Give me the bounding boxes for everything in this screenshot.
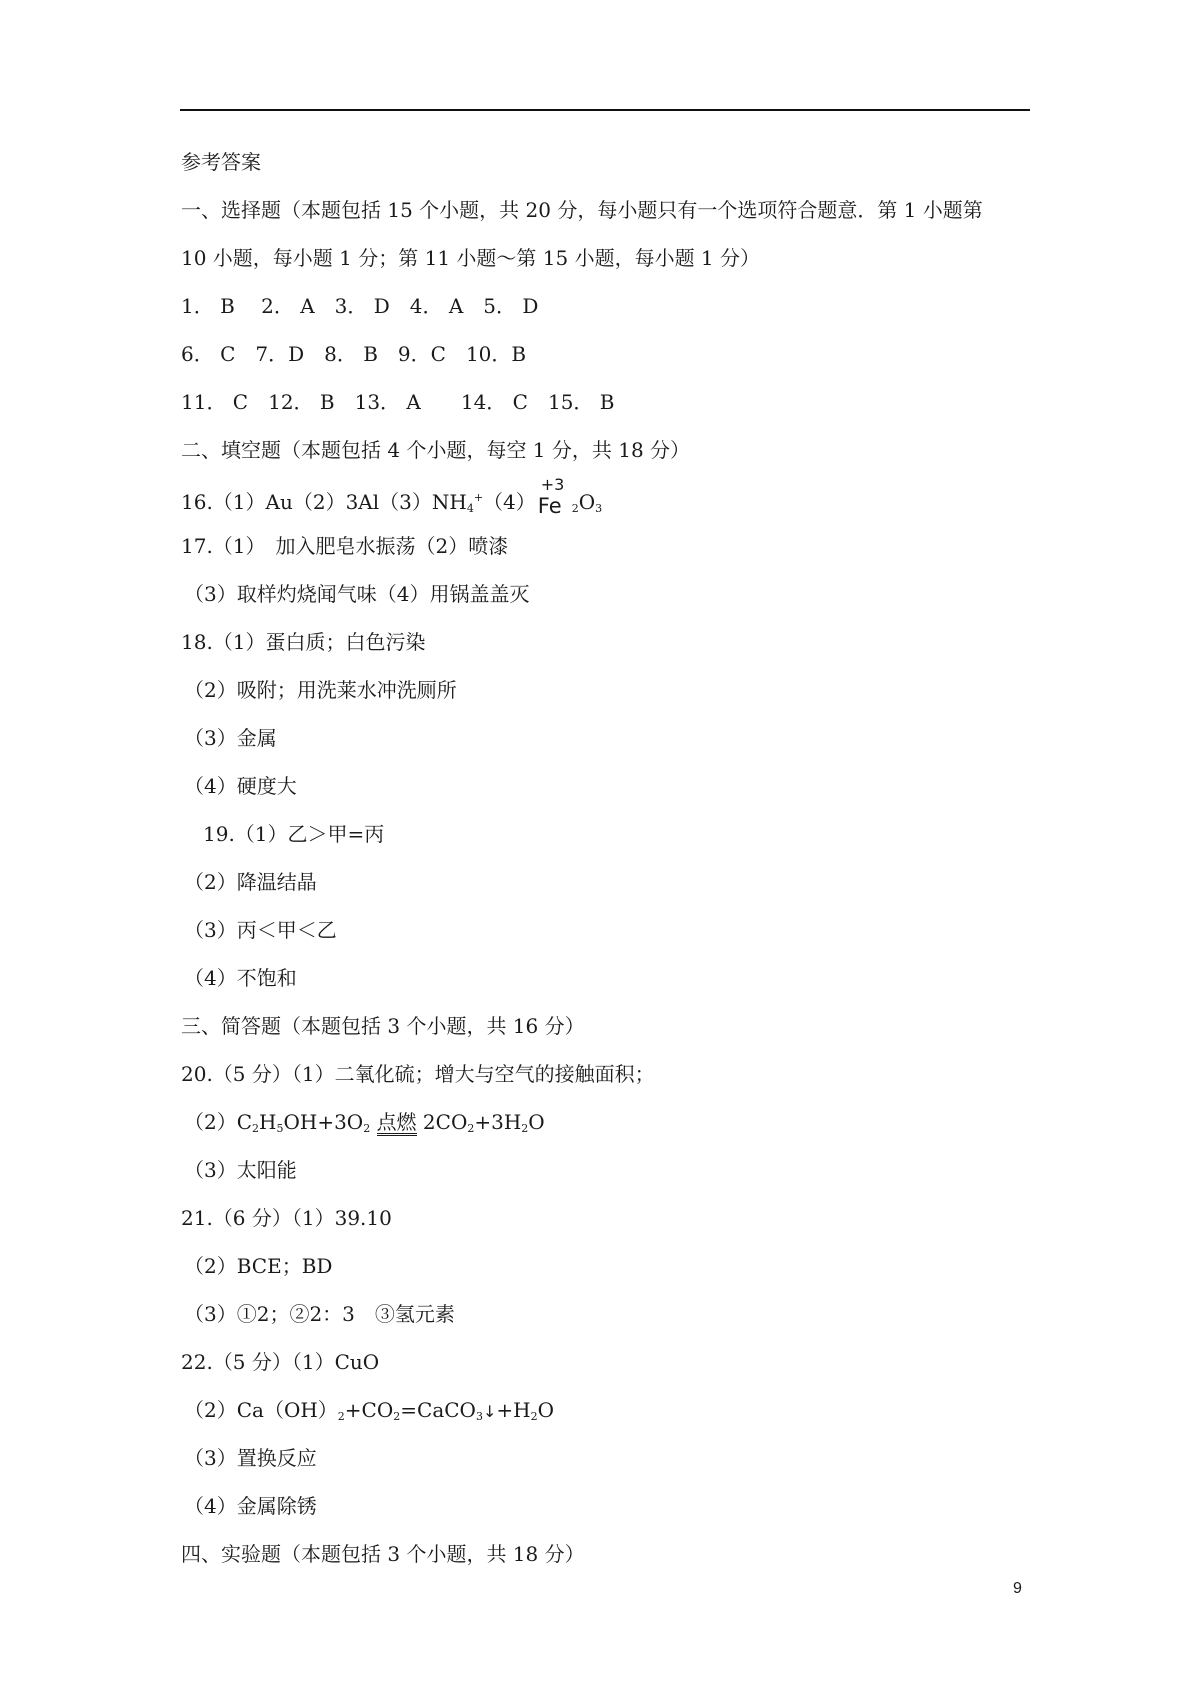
q19-answer-c: （3）丙＜甲＜乙 bbox=[184, 918, 337, 942]
eq-oh-o: OH+3O bbox=[283, 1110, 364, 1134]
eq2-h2o-h: +H bbox=[496, 1398, 531, 1422]
q20-answer-a: 20.（5 分）（1）二氧化硫；增大与空气的接触面积； bbox=[181, 1062, 655, 1086]
q18-answer-a: 18.（1）蛋白质；白色污染 bbox=[181, 630, 426, 654]
q21-answer-c: （3）①2；②2：3 ③氢元素 bbox=[184, 1302, 455, 1326]
eq2-co2: +CO bbox=[344, 1398, 394, 1422]
answer-heading: 参考答案 bbox=[181, 150, 261, 174]
eq-h-sub: 5 bbox=[276, 1122, 284, 1135]
eq2-h2o-sub: 2 bbox=[530, 1410, 538, 1423]
eq-co-sub: 2 bbox=[467, 1122, 475, 1135]
q18-answer-b: （2）吸附；用洗莱水冲洗厕所 bbox=[184, 678, 457, 702]
precipitate-arrow-icon: ↓ bbox=[482, 1402, 497, 1421]
q22-equation bbox=[181, 1386, 1041, 1434]
q16-prefix: 16.（1）Au（2）3Al（3）NH bbox=[181, 490, 467, 514]
eq-h2o-h: +3H bbox=[474, 1110, 522, 1134]
choice-answers-row3: 11． C 12． B 13． A 14． C 15． B bbox=[181, 390, 615, 414]
eq-h2-sub: 2 bbox=[521, 1122, 529, 1135]
nh4-charge: + bbox=[473, 491, 484, 504]
q16-answer bbox=[181, 474, 1041, 522]
eq-c-sub: 2 bbox=[252, 1122, 260, 1135]
q18-answer-c: （3）金属 bbox=[184, 726, 277, 750]
reaction-condition: 点燃 bbox=[376, 1110, 417, 1134]
fe-subscript: 2 bbox=[571, 502, 579, 515]
q18-answer-d: （4）硬度大 bbox=[184, 774, 297, 798]
section2-title: 二、填空题（本题包括 4 个小题，每空 1 分，共 18 分） bbox=[181, 438, 691, 462]
eq2-caco3-sub: 3 bbox=[475, 1410, 483, 1423]
q19-answer-a: 19.（1）乙＞甲=丙 bbox=[203, 822, 385, 846]
q20-equation bbox=[181, 1098, 1041, 1146]
eq-co: 2CO bbox=[422, 1110, 468, 1134]
eq-h2o-o: O bbox=[528, 1110, 545, 1134]
q21-answer-b: （2）BCE；BD bbox=[184, 1254, 333, 1278]
eq-c: （2）C bbox=[184, 1110, 253, 1134]
eq2-h2o-o: O bbox=[537, 1398, 554, 1422]
eq2-caoh: （2）Ca（OH） bbox=[184, 1398, 338, 1422]
section4-title: 四、实验题（本题包括 3 个小题，共 18 分） bbox=[181, 1542, 585, 1566]
oxygen-symbol: O bbox=[578, 490, 596, 514]
eq2-co2-sub: 2 bbox=[393, 1410, 401, 1423]
eq-o-sub: 2 bbox=[363, 1122, 371, 1135]
q20-answer-c: （3）太阳能 bbox=[184, 1158, 297, 1182]
q22-answer-d: （4）金属除锈 bbox=[184, 1494, 317, 1518]
section1-title-line2: 10 小题，每小题 1 分；第 11 小题～第 15 小题，每小题 1 分） bbox=[181, 246, 761, 270]
nh4-subscript: 4 bbox=[466, 502, 474, 515]
eq2-caco3: =CaCO bbox=[400, 1398, 476, 1422]
eq-h: H bbox=[259, 1110, 277, 1134]
q22-answer-a: 22.（5 分）（1）CuO bbox=[181, 1350, 380, 1374]
choice-answers-row2: 6． C 7．D 8． B 9．C 10．B bbox=[181, 342, 527, 366]
section1-title-line1: 一、选择题（本题包括 15 个小题，共 20 分，每小题只有一个选项符合题意．第 1 小题第 bbox=[181, 198, 983, 222]
choice-answers-row1: 1． B 2． A 3． D 4． A 5． D bbox=[181, 294, 539, 318]
eq2-oh-sub: 2 bbox=[337, 1410, 345, 1423]
q21-answer-a: 21.（6 分）（1）39.10 bbox=[181, 1206, 392, 1230]
fe-symbol: Fe bbox=[537, 493, 562, 518]
answer-key-body bbox=[181, 138, 1041, 1578]
q17-answer-b: （3）取样灼烧闻气味（4）用锅盖盖灭 bbox=[184, 582, 530, 606]
q22-answer-c: （3）置换反应 bbox=[184, 1446, 317, 1470]
q19-answer-d: （4）不饱和 bbox=[184, 966, 297, 990]
fe-valence: +3 bbox=[540, 474, 565, 494]
q19-answer-b: （2）降温结晶 bbox=[184, 870, 317, 894]
section3-title: 三、简答题（本题包括 3 个小题，共 16 分） bbox=[181, 1014, 585, 1038]
header-rule bbox=[180, 109, 1030, 111]
q17-answer-a: 17.（1） 加入肥皂水振荡（2）喷漆 bbox=[181, 534, 509, 558]
q16-part4: （4） bbox=[483, 490, 536, 514]
o-subscript: 3 bbox=[595, 502, 603, 515]
fe-valence-formula bbox=[536, 474, 572, 519]
page-number: 9 bbox=[1013, 1580, 1022, 1597]
